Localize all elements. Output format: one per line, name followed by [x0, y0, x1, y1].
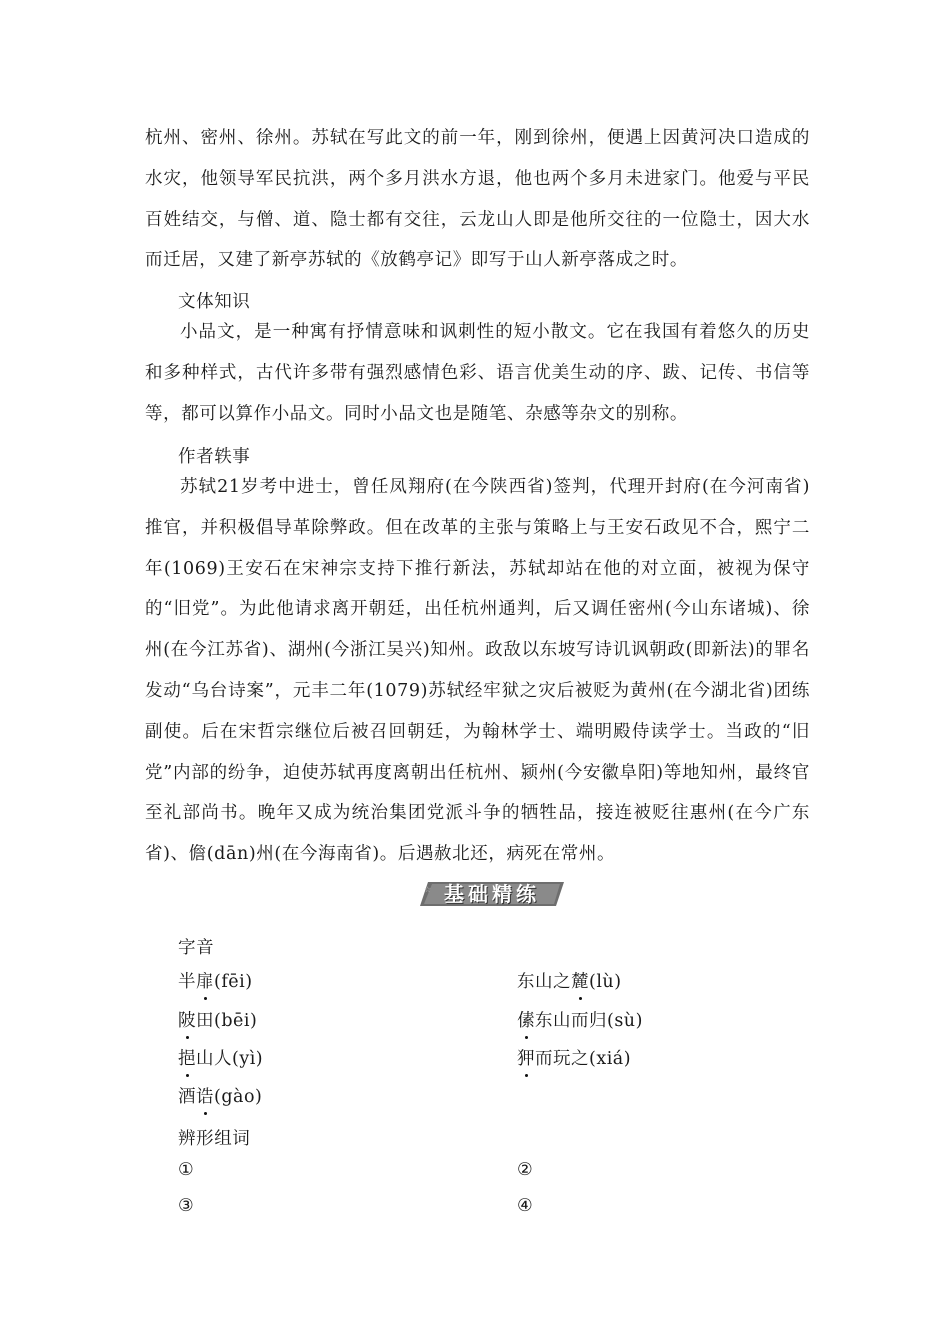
word-form-marker: ②: [517, 1160, 534, 1180]
intro-paragraph: 杭州、密州、徐州。苏轼在写此文的前一年，刚到徐州，便遇上因黄河决口造成的水灾，他领导军民抗洪，两个多月洪水方退，他也两个多月未进家门。他爱与平民百姓结交，与僧、道、隐士都有交往，云龙山人即是他所交往的一位隐士，因大水而迁居，又建了新亭苏轼的《放鹤亭记》即写于山人新亭落成之时。: [145, 128, 810, 271]
pronunciation-item: 傃东山而归(sù): [517, 1007, 643, 1032]
word-forms-heading: 辨形组词: [178, 1129, 251, 1149]
genre-paragraph: 小品文，是一种寓有抒情意味和讽刺性的短小散文。它在我国有着悠久的历史和多种样式，古代许多带有强烈感情色彩、语言优美生动的序、跋、记传、书信等等，都可以算作小品文。同时小品文也是随笔、杂感等杂文的别称。: [145, 322, 810, 424]
word-form-marker: ④: [517, 1196, 534, 1216]
word-form-marker: ①: [178, 1160, 195, 1180]
pronunciation-item: 陂田(bēi): [178, 1007, 257, 1032]
word-form-marker: ③: [178, 1196, 195, 1216]
section-banner: [418, 880, 566, 908]
author-heading: 作者轶事: [178, 447, 251, 467]
pronunciation-item: 酒诰(gào): [178, 1083, 262, 1108]
pronunciation-item: 半扉(fēi): [178, 968, 253, 993]
svg-text:☆: ☆: [424, 885, 432, 894]
pronunciation-item: 东山之麓(lù): [517, 968, 622, 993]
genre-heading: 文体知识: [178, 292, 251, 312]
pronunciation-item: 狎而玩之(xiá): [517, 1045, 631, 1070]
banner-title: 基础精练: [444, 882, 540, 906]
author-paragraph: 苏轼21岁考中进士，曾任凤翔府(在今陕西省)签判，代理开封府(在今河南省)推官，并积极倡导革除弊政。但在改革的主张与策略上与王安石政见不合，熙宁二年(1069)王安石在宋神宗支持下推行新法，苏轼却站在他的对立面，被视为保守的“旧党”。为此他请求离开朝廷，出任杭州通判，后又调任密州(今山东诸城)、徐州(在今江苏省)、湖州(今浙江吴兴)知州。政敌以东坡写诗讥讽朝政(即新法)的罪名发动“乌台诗案”，元丰二年(1079)苏轼经牢狱之灾后被贬为黄州(在今湖北省)团练副使。后在宋哲宗继位后被召回朝廷，为翰林学士、端明殿侍读学士。当政的“旧党”内部的纷争，迫使苏轼再度离朝出任杭州、颍州(今安徽阜阳)等地知州，最终官至礼部尚书。晚年又成为统治集团党派斗争的牺牲品，接连被贬往惠州(在今广东省)、儋(dān)州(在今海南省)。后遇赦北还，病死在常州。: [145, 477, 810, 865]
pronunciation-item: 挹山人(yì): [178, 1045, 263, 1070]
pronunciation-heading: 字音: [178, 938, 215, 958]
